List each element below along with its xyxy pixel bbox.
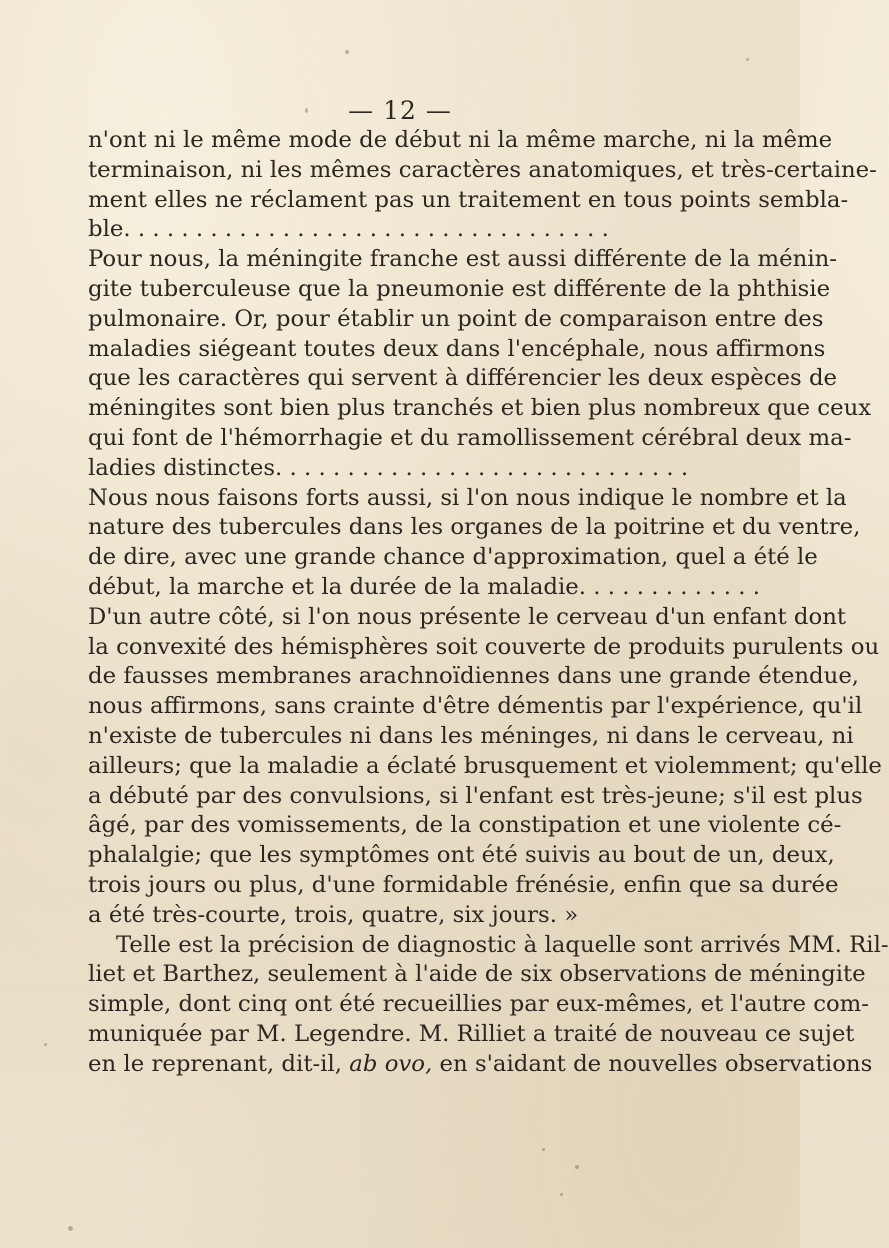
text-line: méningites sont bien plus tranchés et bien plus nombreux que ceux bbox=[88, 395, 872, 422]
paper-speck bbox=[746, 58, 749, 61]
text-line: a débuté par des convulsions, si l'enfant est très-jeune; s'il est plus bbox=[88, 782, 863, 809]
paper-speck bbox=[560, 1193, 563, 1196]
paper-speck bbox=[68, 1226, 73, 1231]
text-span: en s'aidant de nouvelles observations bbox=[439, 1050, 873, 1077]
text-line: que les caractères qui servent à différencier les deux espèces de bbox=[88, 365, 838, 392]
page-number: — 12 — bbox=[348, 96, 452, 125]
paper-speck bbox=[305, 108, 308, 113]
paper-speck bbox=[542, 1148, 545, 1151]
body-text bbox=[88, 126, 889, 1080]
text-line: trois jours ou plus, d'une formidable frénésie, enfin que sa durée bbox=[88, 871, 839, 898]
text-line: Telle est la précision de diagnostic à laquelle sont arrivés MM. Ril- bbox=[116, 931, 889, 958]
text-span: en le reprenant, dit-il, bbox=[88, 1050, 343, 1077]
text-line: a été très-courte, trois, quatre, six jours. » bbox=[88, 901, 579, 928]
text-line: D'un autre côté, si l'on nous présente le cerveau d'un enfant dont bbox=[88, 603, 847, 630]
text-line: âgé, par des vomissements, de la constipation et une violente cé- bbox=[88, 812, 842, 839]
italic-phrase: ab ovo, bbox=[349, 1050, 433, 1077]
text-line: gite tuberculeuse que la pneumonie est différente de la phthisie bbox=[88, 275, 831, 302]
text-line: muniquée par M. Legendre. M. Rilliet a traité de nouveau ce sujet bbox=[88, 1020, 855, 1047]
text-line: la convexité des hémisphères soit couverte de produits purulents ou bbox=[88, 633, 880, 660]
text-line: qui font de l'hémorrhagie et du ramollissement cérébral deux ma- bbox=[88, 424, 852, 451]
text-line: début, la marche et la durée de la maladie. . . . . . . . . . . . . bbox=[88, 573, 760, 600]
text-line: liet et Barthez, seulement à l'aide de six observations de méningite bbox=[88, 961, 866, 988]
paper-speck bbox=[775, 765, 778, 768]
text-line-with-italic bbox=[88, 1050, 873, 1080]
text-line: n'existe de tubercules ni dans les méninges, ni dans le cerveau, ni bbox=[88, 722, 854, 749]
text-line: de fausses membranes arachnoïdiennes dans une grande étendue, bbox=[88, 663, 860, 690]
paper-speck bbox=[575, 1165, 579, 1169]
text-line: simple, dont cinq ont été recueillies par eux-mêmes, et l'autre com- bbox=[88, 991, 870, 1018]
text-line: Nous nous faisons forts aussi, si l'on nous indique le nombre et la bbox=[88, 484, 847, 511]
text-line: nous affirmons, sans crainte d'être démentis par l'expérience, qu'il bbox=[88, 693, 863, 720]
text-line: ble. . . . . . . . . . . . . . . . . . . . . . . . . . . . . . . . . . bbox=[88, 216, 609, 243]
text-line: ladies distinctes. . . . . . . . . . . . . . . . . . . . . . . . . . . . . bbox=[88, 454, 689, 481]
text-line: pulmonaire. Or, pour établir un point de comparaison entre des bbox=[88, 305, 824, 332]
text-line: ailleurs; que la maladie a éclaté brusquement et violemment; qu'elle bbox=[88, 752, 882, 779]
text-line: maladies siégeant toutes deux dans l'encéphale, nous affirmons bbox=[88, 335, 826, 362]
text-line: nature des tubercules dans les organes de la poitrine et du ventre, bbox=[88, 514, 861, 541]
paper-speck bbox=[345, 50, 349, 54]
text-line: de dire, avec une grande chance d'approximation, quel a été le bbox=[88, 544, 818, 571]
text-line: n'ont ni le même mode de début ni la même marche, ni la même bbox=[88, 127, 833, 153]
text-line: ment elles ne réclament pas un traitement en tous points sembla- bbox=[88, 186, 849, 213]
text-line: phalalgie; que les symptômes ont été suivis au bout de un, deux, bbox=[88, 842, 835, 869]
text-line: Pour nous, la méningite franche est aussi différente de la ménin- bbox=[88, 246, 837, 273]
paper-speck bbox=[44, 1043, 47, 1046]
text-line: terminaison, ni les mêmes caractères anatomiques, et très-certaine- bbox=[88, 156, 877, 183]
